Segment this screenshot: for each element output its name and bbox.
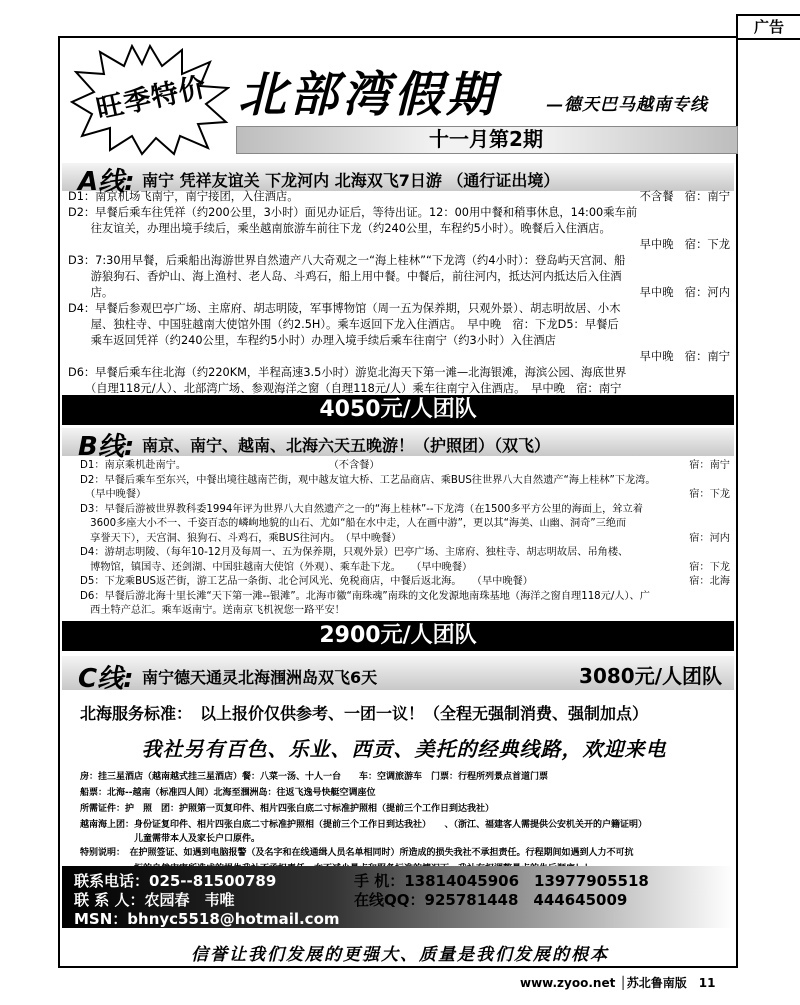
page-footer: www.zyoo.net │苏北鲁南版 11 <box>520 976 716 990</box>
itinerary-meals-lodging: 不含餐 宿：南宁 <box>639 190 730 203</box>
itinerary-text: 游狼狗石、香炉山、海上渔村、老人岛、斗鸡石，船上用中餐。中餐后，前往河内，抵达河内抵达后入住酒 <box>68 270 622 283</box>
terms-row: 所需证件：护 照 团：护照第一页复印件、相片四张白底二寸标准护照相（提前三个工作日到达我社） <box>80 804 495 814</box>
line-a-price: 4050元/人团队 <box>62 395 734 425</box>
line-c-letter: C线: <box>78 664 134 694</box>
itinerary-meals-lodging: 宿：南宁 <box>689 460 730 471</box>
itinerary-row <box>80 604 730 619</box>
itinerary-meals-lodging: 宿：北海 <box>689 576 730 587</box>
itinerary-row <box>80 459 730 474</box>
itinerary-text: D2：早餐后乘车至东兴，中餐出境往越南芒街，观中越友谊大桥、工艺品商店、乘BUS往世界八大自然遗产“海上桂林”下龙湾。 <box>80 474 656 486</box>
itinerary-text: D3：7:30用早餐，后乘船出海游世界自然遗产八大奇观之一“海上桂林”“下龙湾（约4小时）：登岛屿天宫洞、船 <box>68 254 626 267</box>
itinerary-row <box>80 590 730 605</box>
itinerary-row <box>68 253 730 269</box>
issue-label: 十一月第2期 <box>429 127 543 151</box>
itinerary-text: D4：早餐后参观巴亭广场、主席府、胡志明陵，军事博物馆（周一五为保养期，只观外景）、胡志明故居、小木 <box>68 302 621 315</box>
terms-block <box>80 771 730 879</box>
line-b-itinerary <box>80 459 730 619</box>
itinerary-row <box>68 333 730 349</box>
itinerary-row <box>68 365 730 381</box>
itinerary-text: D6：早餐后乘车往北海（约220KM，半程高速3.5小时）游览北海天下第一滩—北海银滩，海滨公园、海底世界 <box>68 366 627 379</box>
terms-row: 房：挂三星酒店（越南越式挂三星酒店）餐：八菜一汤、十人一台 车：空调旅游车 门票：行程所列景点首道门票 <box>80 772 549 782</box>
line-b-name: 南京、南宁、越南、北海六天五晚游！（护照团）（双飞） <box>142 436 551 455</box>
itinerary-meals-lodging: 宿：下龙 <box>689 489 730 500</box>
itinerary-row <box>68 205 730 221</box>
itinerary-row <box>80 488 730 503</box>
itinerary-text: 3600多座大小不一、千姿百态的嶙峋地貌的山石、尤如“船在水中走，人在画中游”，更以其“海美、山幽、洞奇”三绝而 <box>80 518 627 529</box>
contact-panel <box>62 866 734 928</box>
itinerary-row <box>68 285 730 301</box>
itinerary-row <box>80 503 730 518</box>
itinerary-row <box>80 474 730 489</box>
itinerary-meals-lodging: 早中晚 宿：下龙 <box>639 238 730 251</box>
itinerary-text: D6：早餐后游北海十里长滩“天下第一滩--银滩”。北海市徽“南珠魂”南珠的文化发源地南珠基地（海洋之窗自理118元/人）、广 <box>80 590 650 602</box>
itinerary-text: 乘车返回凭祥（约240公里，车程约5小时）办理入境手续后乘车往南宁（约3小时）入住酒店 <box>68 334 556 347</box>
itinerary-text: 博物馆，镇国寺、还剑湖、中国驻越南大使馆（外观）、乘车赴下龙。 （早中晚餐） <box>80 561 473 573</box>
itinerary-text: 享誉天下），天宫洞、狼狗石、斗鸡石，乘BUS往河内。 （早中晚餐） <box>80 532 402 544</box>
itinerary-row <box>80 575 730 590</box>
itinerary-text: D5：下龙乘BUS返芒街，游工艺品一条街、北仑河风光、免税商店，中餐后返北海。 （早中晚餐） <box>80 576 533 587</box>
itinerary-text: D1：南京机场飞南宁，南宁接团，入住酒店。 <box>68 190 299 203</box>
contact-phone: 联系电话：025--81500789 <box>74 872 277 890</box>
contact-msn: MSN：bhnyc5518@hotmail.com <box>74 910 340 928</box>
itinerary-row <box>68 301 730 317</box>
itinerary-text: （自理118元/人）、北部湾广场、参观海洋之窗（自理118元/人）乘车往南宁入住酒店。 早中晚 宿：南宁 <box>68 382 622 395</box>
terms-row: 儿童需带本人及家长户口原件。 <box>80 834 261 844</box>
terms-row: 特别说明： 在护照签证、如遇到电脑报警（及名字和在线通缉人员名单相同时）所造成的损失我社不承担责任。行程期间如遇到人力不可抗 <box>80 848 634 858</box>
itinerary-row <box>68 189 730 205</box>
itinerary-text <box>68 349 640 365</box>
itinerary-row <box>68 317 730 333</box>
itinerary-row <box>80 561 730 576</box>
itinerary-row <box>68 269 730 285</box>
itinerary-row <box>80 532 730 547</box>
page-subtitle: —德天巴马越南专线 <box>546 95 708 115</box>
ad-tag: 广告 <box>736 14 800 40</box>
other-routes-slogan: 我社另有百色、乐业、西贡、美托的经典线路，欢迎来电 <box>141 737 667 761</box>
line-a-letter: A线: <box>78 167 135 197</box>
line-a-name: 南宁 凭祥友谊关 下龙河内 北海双飞7日游 （通行证出境） <box>142 171 560 190</box>
contact-mobile: 手 机：13814045906 13977905518 <box>354 872 649 890</box>
terms-row: 船票：北海--越南（标准四人间）北海至涠洲岛：往返飞逸号快艇空调座位 <box>80 788 376 798</box>
contact-qq: 在线QQ：925781448 444645009 <box>354 891 628 909</box>
itinerary-row <box>68 221 730 237</box>
itinerary-row <box>80 517 730 532</box>
line-c-header <box>62 656 734 694</box>
terms-row: 越南海上团：身份证复印件、相片四张白底二寸标准护照相（提前三个工作日到达我社） 、（浙江、福建客人需提供公安机关开的户籍证明） <box>80 820 648 830</box>
itinerary-text: 店。 <box>68 286 114 299</box>
itinerary-text: D2：早餐后乘车往凭祥（约200公里，3小时）面见办证后，等待出证。12：00用中餐和稍事休息，14:00乘车前 <box>68 206 638 219</box>
line-b-header <box>62 428 734 462</box>
itinerary-meals-lodging: 宿：下龙 <box>689 561 730 573</box>
itinerary-text: 往友谊关，办理出境手续后，乘坐越南旅游车前往下龙（约240公里，车程约5小时）。晚餐后入住酒店。 <box>68 222 611 235</box>
itinerary-meals-lodging: 早中晚 宿：河内 <box>639 286 730 299</box>
line-a-itinerary <box>68 189 730 413</box>
line-c-name: 南宁德天通灵北海涠洲岛双飞6天 <box>142 668 378 687</box>
itinerary-text <box>68 237 640 253</box>
itinerary-text: D3：早餐后游被世界教科委1994年评为世界八大自然遗产之一的“海上桂林”--下龙湾（在1500多平方公里的海面上，耸立着 <box>80 503 643 515</box>
line-b-price: 2900元/人团队 <box>62 621 734 651</box>
itinerary-text: 西土特产总汇。乘车返南宁。送南京飞机祝您一路平安！ <box>80 605 345 616</box>
motto: 信誉让我们发展的更强大、质量是我们发展的根本 <box>191 945 609 965</box>
line-b-letter: B线: <box>78 432 135 462</box>
line-c-price: 3080元/人团队 <box>579 664 722 688</box>
itinerary-meals-lodging: 宿：河内 <box>689 532 730 544</box>
itinerary-row <box>80 546 730 561</box>
service-note: 北海服务标准： 以上报价仅供参考、一团一议！（全程无强制消费、强制加点） <box>80 704 649 723</box>
contact-person: 联 系 人：农园春 韦唯 <box>74 891 235 909</box>
itinerary-row <box>68 349 730 365</box>
itinerary-text: （早中晚餐） <box>80 489 147 500</box>
itinerary-text: 屋、独柱寺、中国驻越南大使馆外围（约2.5H）。乘车返回下龙入住酒店。 早中晚 宿：下龙D5：早餐后 <box>68 318 619 331</box>
itinerary-meals-lodging: 早中晚 宿：南宁 <box>639 350 730 363</box>
itinerary-row <box>68 237 730 253</box>
itinerary-text: D4：游胡志明陵、（每年10-12月及每周一、五为保养期，只观外景）巴亭广场、主席府、独柱寺、胡志明故居、吊角楼、 <box>80 547 629 558</box>
itinerary-text: D1：南京乘机赴南宁。 （不含餐） <box>80 460 380 471</box>
page-title: 北部湾假期 <box>238 67 499 123</box>
badge-label: 旺季特价 <box>93 71 210 126</box>
